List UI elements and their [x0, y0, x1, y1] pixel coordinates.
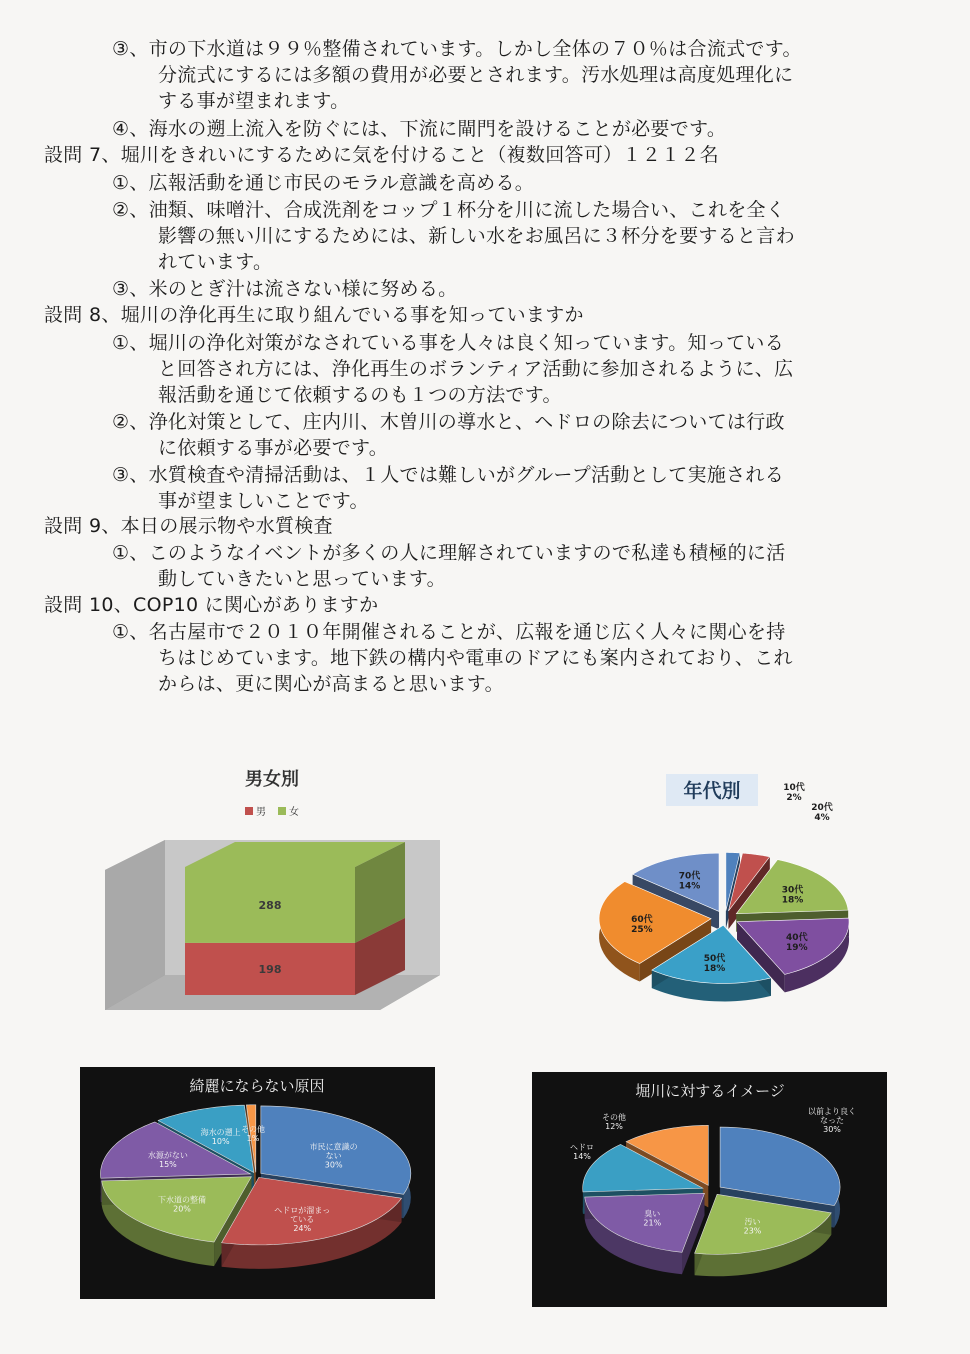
pie-slice-label-line: 15%: [159, 1159, 177, 1169]
pie-slice-label: [602, 1112, 626, 1131]
text-line: と回答され方には、浄化再生のボランティア活動に参加されるように、広: [158, 358, 794, 380]
text-line: ①、広報活動を通じ市民のモラル意識を高める。: [112, 172, 535, 194]
pie-slice-label: [782, 883, 805, 905]
pie-slice-label: [811, 801, 834, 823]
legend-swatch-male: [245, 807, 253, 815]
pie-slice-label-line: 19%: [786, 943, 808, 954]
text-line: 事が望ましいことです。: [158, 490, 369, 512]
pie-slice-label-line: なった: [820, 1116, 844, 1125]
legend-swatch-female: [278, 807, 286, 815]
question-heading: 設問 9、本日の展示物や水質検査: [44, 515, 333, 537]
pie-slice-label: [679, 870, 702, 892]
text-line: する事が望まれます。: [158, 90, 350, 112]
pie-slice-label-line: 14%: [573, 1152, 591, 1161]
bar-value-label: 198: [258, 962, 282, 976]
text-line: ①、堀川の浄化対策がなされている事を人々は良く知っています。知っている: [112, 332, 785, 354]
age-pie: [599, 781, 849, 1001]
pie-slice-label-line: 海水の遡上: [200, 1127, 241, 1137]
pie-slice-label-line: 市民に意識の: [309, 1142, 358, 1152]
pie-slice-label-line: 以前より良く: [808, 1107, 856, 1116]
chart-title: 年代別: [683, 780, 741, 802]
question-heading: 設問 8、堀川の浄化再生に取り組んでいる事を知っていますか: [44, 304, 584, 326]
pie-slice-label-line: 40代: [786, 933, 808, 944]
pie-slice-label: [704, 952, 727, 974]
pie-slice-label-line: ヘドロが溜まっ: [274, 1205, 331, 1215]
text-line: 動していきたいと思っています。: [158, 568, 446, 590]
text-line: ③、市の下水道は９９％整備されています。しかし全体の７０％は合流式です。: [112, 38, 802, 60]
chart-title: 綺麗にならない原因: [189, 1077, 325, 1095]
pie-slice-label-line: 30代: [781, 885, 804, 896]
pie-slice-label-line: 60代: [631, 915, 653, 926]
causes-chart: [80, 1067, 435, 1299]
chart-title: 堀川に対するイメージ: [635, 1082, 785, 1100]
pie-slice-label-line: 30%: [324, 1160, 343, 1170]
text-line: ③、米のとぎ汁は流さない様に努める。: [112, 278, 458, 300]
pie-slice-label-line: ない: [325, 1151, 342, 1161]
text-line: ④、海水の遡上流入を防ぐには、下流に閘門を設けることが必要です。: [112, 118, 727, 140]
text-line: に依頼する事が必要です。: [158, 437, 389, 459]
pie-slice-label-line: 30%: [823, 1125, 841, 1134]
pie-slice-label-line: その他: [602, 1113, 626, 1122]
age-chart: [560, 770, 890, 1020]
legend-label: 男: [256, 807, 266, 818]
bar-value-label: 288: [258, 898, 282, 912]
text-line: ③、水質検査や清掃活動は、１人では難しいがグループ活動として実施される: [112, 464, 785, 486]
pie-slice-label: [631, 913, 654, 935]
text-line: ②、油類、味噌汁、合成洗剤をコップ１杯分を川に流した場合い、これを全く: [112, 199, 786, 221]
pie-slice-label-line: その他: [240, 1124, 265, 1134]
text-line: ちはじめています。地下鉄の構内や電車のドアにも案内されており、これ: [158, 647, 793, 669]
chart-title: 男女別: [245, 769, 299, 790]
pie-slice-label-line: 70代: [678, 871, 701, 882]
text-line: れています。: [158, 251, 273, 273]
text-line: ①、このようなイベントが多くの人に理解されていますので私達も積極的に活: [112, 542, 786, 564]
pie-slice-label-line: 1%: [246, 1133, 260, 1143]
pie-slice-label-line: 18%: [781, 895, 804, 906]
pie-slice-label: [786, 931, 809, 953]
question-heading: 設問 10、COP10 に関心がありますか: [44, 594, 379, 616]
text-line: ②、浄化対策として、庄内川、木曽川の導水と、ヘドロの除去については行政: [112, 411, 785, 433]
question-heading: 設問 7、堀川をきれいにするために気を付けること（複数回答可）１２１２名: [44, 144, 719, 166]
pie-slice-label: [744, 1217, 762, 1235]
pie-slice-label-line: 4%: [814, 813, 830, 823]
pie-slice-label-line: 50代: [703, 954, 726, 965]
legend-label: 女: [289, 807, 299, 818]
pie-slice-label-line: 下水道の整備: [158, 1195, 207, 1205]
text-line: 分流式にするには多額の費用が必要とされます。汚水処理は高度処理化に: [158, 64, 794, 86]
pie-slice-label-line: 14%: [678, 881, 701, 892]
pie-slice-label: [783, 781, 806, 803]
pie-slice-label-line: 20代: [811, 803, 833, 813]
pie-slice-label-line: 12%: [605, 1122, 623, 1131]
pie-slice-label-line: 臭い: [644, 1209, 661, 1219]
text-line: からは、更に関心が高まると思います。: [158, 673, 504, 695]
text-line: 報活動を通じて依頼するのも１つの方法です。: [158, 384, 562, 406]
causes-pie: [100, 1105, 410, 1269]
pie-slice-label-line: 10%: [211, 1136, 230, 1146]
pie-slice-label: [570, 1143, 594, 1161]
text-line: 影響の無い川にするためには、新しい水をお風呂に３杯分を要すると言わ: [158, 225, 795, 247]
pie-slice-label-line: 18%: [703, 964, 726, 975]
pie-slice-label-line: 23%: [743, 1226, 762, 1236]
pie-slice-label-line: 24%: [293, 1223, 312, 1233]
pie-slice-label-line: 汚い: [744, 1217, 761, 1227]
pie-slice-label-line: 25%: [631, 925, 653, 936]
gender-bars: [185, 842, 405, 995]
pie-slice-label: [643, 1208, 661, 1227]
pie-slice-label-line: 水源がない: [147, 1150, 188, 1160]
image-chart: [532, 1072, 887, 1307]
pie-slice-label-line: 10代: [783, 783, 805, 793]
gender-chart: [100, 760, 445, 1015]
pie-slice-label-line: 2%: [786, 793, 802, 803]
pie-slice-label-line: 20%: [173, 1204, 191, 1214]
text-line: ①、名古屋市で２０１０年開催されることが、広報を通じ広く人々に関心を持: [112, 621, 786, 643]
pie-slice-label-line: ヘドロ: [570, 1143, 594, 1152]
pie-slice-label-line: 21%: [643, 1218, 662, 1228]
pie-slice-label-line: ている: [290, 1214, 315, 1224]
